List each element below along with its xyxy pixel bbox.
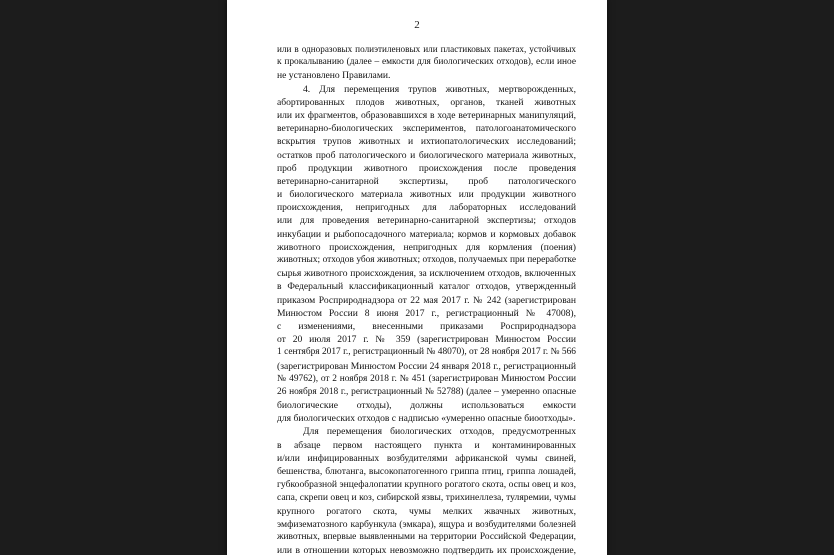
document-line: или их фрагментов, образовавшихся в ходе ветеринарных манипуляций,	[277, 109, 576, 121]
document-line: ветеринарно-биологических экспериментов, патологоанатомического	[277, 123, 576, 135]
document-line: 26 ноября 2018 г., регистрационный № 52788) (далее – умеренно опасные	[277, 386, 576, 397]
document-line: с изменениями, внесенными приказами Росприроднадзора	[277, 320, 576, 332]
document-line: бешенства, блютанга, высокопатогенного гриппа птиц, гриппа лошадей,	[277, 466, 576, 477]
document-line: животных, впервые выявленными на территории Российской Федерации,	[277, 531, 576, 542]
document-line: абортированных плодов животных, органов, тканей животных	[277, 96, 576, 108]
document-page	[227, 0, 607, 555]
document-line: сырья животного происхождения, за исключением отходов, включенных	[277, 268, 576, 280]
document-line: от 20 июля 2017 г. № 359 (зарегистрирован Минюстом России	[277, 334, 576, 346]
document-line: или в отношении которых невозможно подтвердить их происхождение,	[277, 545, 576, 555]
document-line: и биологического материала животных или продукции животного	[277, 189, 576, 201]
document-line: приказом Росприроднадзора от 22 мая 2017 г. № 242 (зарегистрирован	[277, 294, 576, 306]
document-line: в Федеральный классификационный каталог отходов, утвержденный	[277, 281, 576, 293]
document-line: или для проведения ветеринарно-санитарной экспертизы; отходов	[277, 215, 576, 227]
document-line: животных; отходов убоя животных; отходов, получаемых при переработке	[277, 255, 576, 265]
document-line: губкообразной энцефалопатии крупного рогатого скота, оспы овец и коз,	[277, 479, 576, 491]
document-line: (зарегистрирован Минюстом России 24 января 2018 г., регистрационный	[277, 360, 576, 372]
document-line: Минюстом России 8 июня 2017 г., регистрационный № 47008),	[277, 307, 576, 319]
document-line: № 49762), от 2 ноября 2018 г. № 451 (зарегистрирован Минюстом России	[277, 373, 576, 384]
document-line: биологические отходы), должны использоваться емкости	[277, 400, 576, 412]
document-line: вскрытия трупов животных и ихтиопатологических исследований;	[277, 136, 576, 148]
document-line: 1 сентября 2017 г., регистрационный № 48070), от 28 ноября 2017 г. № 566	[277, 347, 576, 358]
document-line: к прокалыванию (далее – емкости для биологических отходов), если иное	[277, 57, 576, 68]
document-line: и/или инфицированных возбудителями африканской чумы свиней,	[277, 452, 576, 464]
document-line: остатков проб патологического и биологического материала животных,	[277, 149, 576, 161]
document-line: 4. Для перемещения трупов животных, мертворожденных,	[303, 83, 576, 95]
document-line: или в одноразовых полиэтиленовых или пластиковых пакетах, устойчивых	[277, 44, 576, 54]
document-line: не установлено Правилами.	[277, 70, 391, 82]
document-line: инкубации и рыбопосадочного материала; кормов и кормовых добавок	[277, 228, 576, 240]
document-line: ветеринарно-санитарной экспертизы, проб патологического	[277, 175, 576, 187]
document-line: крупного рогатого скота, чумы мелких жвачных животных,	[277, 505, 576, 517]
document-line: происхождения, непригодных для лабораторных исследований	[277, 202, 576, 214]
document-body	[277, 43, 576, 555]
document-line: Для перемещения биологических отходов, предусмотренных	[303, 426, 576, 438]
document-line: эмфизематозного карбункула (эмкара), ящура и возбудителями болезней	[277, 518, 576, 530]
document-line: для биологических отходов с надписью «умеренно опасные биоотходы».	[277, 413, 576, 425]
document-line: в абзаце первом настоящего пункта и контаминированных	[277, 439, 576, 451]
document-line: сапа, скрепи овец и коз, сибирской язвы, трихинеллеза, туляремии, чумы	[277, 492, 576, 504]
page-number: 2	[414, 19, 420, 31]
document-line: проб продукции животного происхождения после проведения	[277, 162, 576, 174]
document-line: животного происхождения, непригодных для кормления (поения)	[277, 241, 576, 253]
